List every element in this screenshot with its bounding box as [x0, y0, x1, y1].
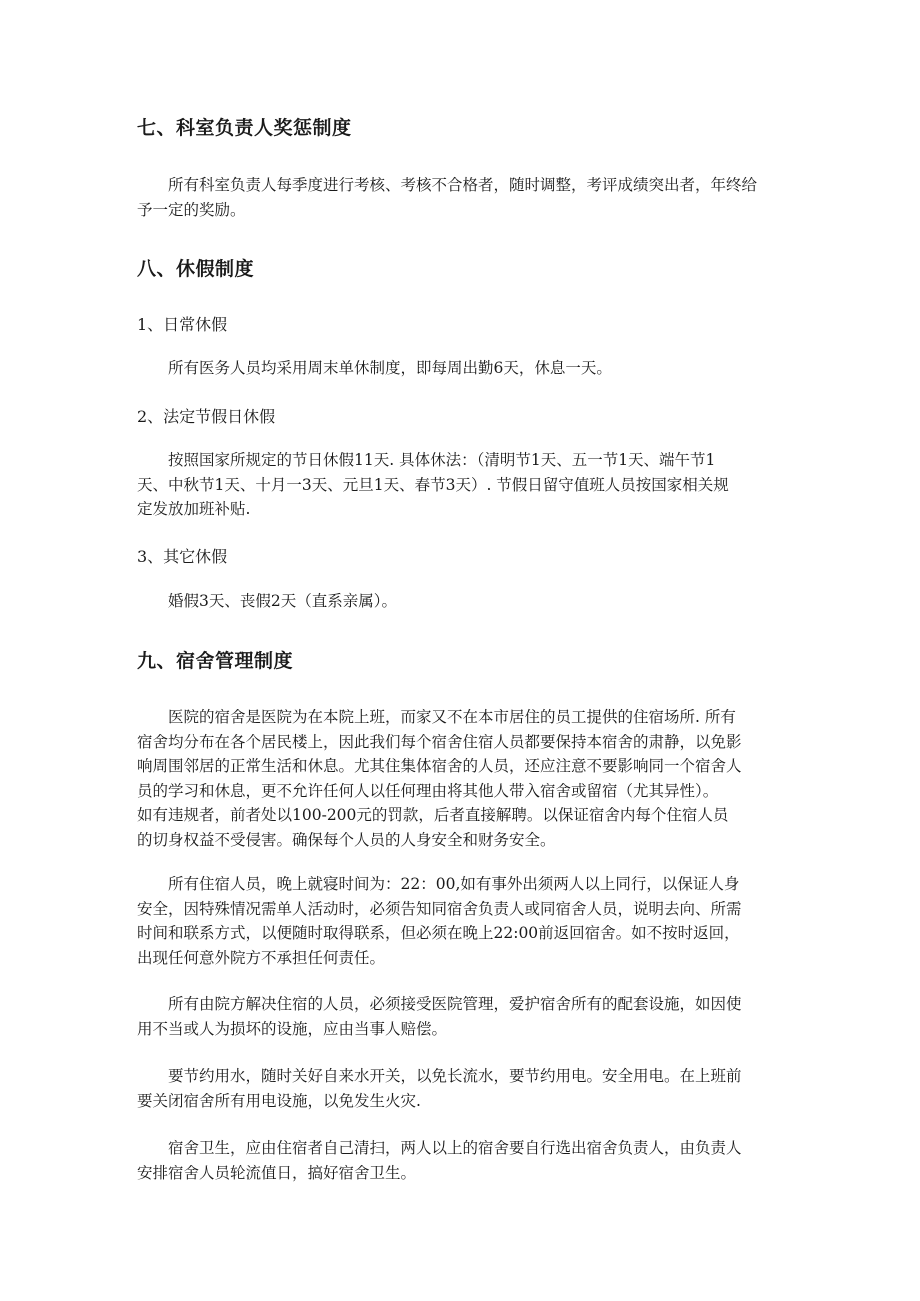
item-2-title: 2、法定节假日休假 — [137, 407, 276, 426]
paragraph-line: 所有由院方解决住宿的人员，必须接受医院管理，爱护宿舍所有的配套设施，如因使 — [168, 995, 742, 1013]
section-9-paragraph-2 — [137, 872, 787, 970]
section-9-paragraph-1 — [137, 705, 787, 852]
item-1-title: 1、日常休假 — [137, 315, 228, 334]
paragraph-line: 所有科室负责人每季度进行考核、考核不合格者，随时调整，考评成绩突出者，年终给 — [168, 176, 758, 194]
paragraph-line: 宿舍均分布在各个居民楼上，因此我们每个宿舍住宿人员都要保持本宿舍的肃静，以免影 — [137, 732, 742, 751]
item-2-text — [137, 448, 787, 522]
paragraph-line: 响周围邻居的正常生活和休息。尤其住集体宿舍的人员，还应注意不要影响同一个宿舍人 — [137, 757, 742, 775]
section-9-heading: 九、宿舍管理制度 — [137, 650, 294, 672]
item-3-text — [137, 589, 787, 614]
paragraph-line: 时间和联系方式，以便随时取得联系，但必须在晚上22:00前返回宿舍。如不按时返回， — [137, 924, 740, 942]
paragraph-line: 如有违规者，前者处以100-200元的罚款，后者直接解聘。以保证宿舍内每个住宿人员 — [137, 806, 729, 824]
paragraph-line: 安排宿舍人员轮流值日，搞好宿舍卫生。 — [137, 1163, 417, 1182]
section-9-paragraph-3 — [137, 992, 787, 1041]
paragraph-line: 要关闭宿舍所有用电设施，以免发生火灾. — [137, 1091, 421, 1110]
paragraph-line: 按照国家所规定的节日休假11天. 具体休法：（清明节1天、五一节1天、端午节1 — [168, 451, 716, 469]
paragraph-line: 要节约用水，随时关好自来水开关，以免长流水，要节约用电。安全用电。在上班前 — [168, 1067, 742, 1085]
paragraph-line: 天、中秋节1天、十月一3天、元旦1天、春节3天）. 节假日留守值班人员按国家相关规 — [137, 475, 729, 494]
section-8-heading: 八、休假制度 — [137, 258, 255, 280]
section-7-paragraph — [137, 173, 787, 222]
paragraph-line: 宿舍卫生，应由住宿者自己清扫，两人以上的宿舍要自行选出宿舍负责人，由负责人 — [168, 1139, 742, 1157]
paragraph-line: 定发放加班补贴. — [137, 500, 251, 518]
item-3-title: 3、其它休假 — [137, 547, 228, 566]
paragraph-line: 用不当或人为损坏的设施，应由当事人赔偿。 — [137, 1019, 448, 1038]
paragraph-line: 出现任何意外院方不承担任何责任。 — [137, 948, 386, 967]
paragraph-line: 的切身权益不受侵害。确保每个人员的人身安全和财务安全。 — [137, 830, 556, 849]
section-7-heading: 七、科室负责人奖惩制度 — [137, 117, 352, 139]
section-9-paragraph-5 — [137, 1136, 787, 1185]
paragraph-line: 婚假3天、丧假2天（直系亲属）。 — [168, 592, 397, 610]
paragraph-line: 员的学习和休息，更不允许任何人以任何理由将其他人带入宿舍或留宿（尤其异性）。 — [137, 781, 719, 800]
paragraph-line: 医院的宿舍是医院为在本院上班，而家又不在本市居住的员工提供的住宿场所. 所有 — [168, 708, 736, 726]
paragraph-line: 予一定的奖励。 — [137, 200, 246, 219]
item-1-text — [137, 356, 787, 381]
paragraph-line: 所有住宿人员，晚上就寝时间为：22：00,如有事外出须两人以上同行，以保证人身 — [168, 875, 740, 893]
section-9-paragraph-4 — [137, 1064, 787, 1113]
paragraph-line: 安全，因特殊情况需单人活动时，必须告知同宿舍负责人或同宿舍人员，说明去向、所需 — [137, 899, 742, 918]
paragraph-line: 所有医务人员均采用周末单休制度，即每周出勤6天，休息一天。 — [168, 359, 612, 377]
